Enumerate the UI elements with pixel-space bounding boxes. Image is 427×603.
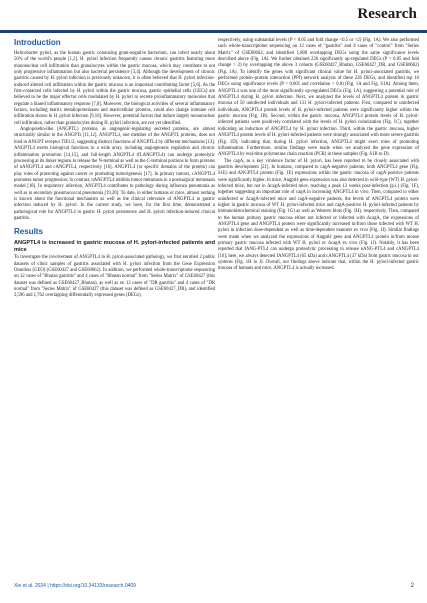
intro-paragraph-1: Helicobacter pylori, as the human gastric colonizing gram-negative bacterium, can infect nearly about 50% of the world's people [1,2]. H. pylori infection frequently causes chronic gastritis featuring more mononuclear cell infiltration than granulocytes within the gastric mucosa, which may contribute to not only progressive inflammation but also bacterial persistence [3,4]. Although the development of chronic gastritis caused by H. pylori infection is previously unknown, it is often believed that H. pylori infection-induced altered cell infiltration within the gastric mucosa is an important contributing factor [5,6]. As the first-contacted cells infected by H. pylori within the gastric mucosa, gastric epithelial cells (GECs) are believed to be the major effector cells modulated by H. pylori to secrete proinflammatory molecules that regulate a biased inflammatory response [7,8]. Moreover, the biological activities of several inflammatory factors, including matrix metalloproteinases and matricellular proteins, could also change immune cell infiltration shown in H. pylori infection [9,10]. However, potential factors that induce largely mononuclear cell infiltration, rather than granulocytes during H. pylori infection, are not yet identified. — [14, 51, 215, 126]
journal-section-label: Research — [357, 6, 417, 22]
introduction-heading: Introduction — [14, 38, 61, 47]
left-column — [14, 38, 215, 300]
results-paragraph-caga: The cagA, as a key virulence factor of H. pylori, has been reported to be closely associated with gastritis development [21]. In humans, compared to cagA-negative patients, both ANGPTL4 gene (Fig. S1E) and ANGPTL4 protein (Fig. 1E) expressions within the gastric mucosa of cagA-positive patients were significantly higher. In mice, Angptl4 gene expression was also detected in wild-type (WT) H. pylori-infected mice, but not in ΔcagA-infected mice, reaching a peak 12 weeks post-infection (p.i.) (Fig. 1F), together suggesting an important role of cagA in increasing ANGPTL4 in vivo. Then, compared to either uninfected or ΔcagA-infected mice and cagA-negative patients, the levels of ANGPTL4 protein were higher in gastric mucosa of WT H. pylori-infected mice and cagA-positive H. pylori-infected patients by immunohistochemical staining (Fig. 1G) as well as Western blots (Fig. 1H), respectively. Then, compared to the human primary gastric mucosa either not infected or infected with ΔcagA, the expressions of ANGPTL4 gene and ANGPTL4 protein were significantly increased in/from those infected with WT H. pylori in infection dose-dependent as well as time-dependent manners ex vivo (Fig. 1I). Similar findings were made when we analyzed the expressions of Angptl4 gene and ANGPTL4 protein in/from mouse primary gastric mucosa infected with WT H. pylori or ΔcagA ex vivo (Fig. 1J). Notably, it has been reported that fANG-PTL4 can undergo proteolytic processing to release nANG-PTL4 and cANGPTL4 [16]; here, we always detected fANGPTL4 (65 kDa) and cANGPTL4 (37 kDa) from gastric mucosa in our systems (Fig. 1H to J). Overall, our findings above indicate that, within the H. pylori-infected gastric mucosa of humans and mice, ANGPTL4 is actually increased. — [218, 158, 419, 272]
right-column — [218, 38, 419, 273]
results-heading: Results — [14, 227, 43, 237]
results-paragraph-continued: respectively, using substantial levels (P < 0.05 and fold change <0.5 or >2) (Fig. 1A). We also performed such whole-transcriptome sequencing on 12 cases of "gastritis" and 4 cases of "control" from "Series Matrix" of GSE60662, and identified 1,888 overlapping DEGs using the same significance levels described above (Fig. 1A). We further obtained 226 significantly up-regulated DEGs (P < 0.05 and fold change > 2) by overlapping the above 3 cohorts (GSE60427_Bhutan, GSE60427_DR, and GSE60662) (Fig. 1A). To identify the genes with significant clinical value for H. pylori-associated gastritis, we performed protein–protein interaction (PPI) network analysis of these 226 DEGs, and identified top 10 DEGs using significance levels (P < 0.001 and correlation > 0.8) (Fig. 1A and Fig. S1A). Among them, ANGPTL4 was one of the most significantly up-regulated DEGs (Fig. 1A), suggesting a potential role of ANGPTL4 during H. pylori infection. Next, we analyzed the levels of ANGPTL4 protein in gastric mucosa of 50 uninfected individuals and 131 H. pylori-infected patients. First, compared to uninfected individuals, ANGPTL4 protein levels of H. pylori-infected patients were significantly higher within the gastric mucosa (Fig. 1B). Second, within the gastric mucosa, ANGPTL4 protein levels of H. pylori-infected patients were positively correlated with the levels of H. pylori colonization (Fig. 1C), together indicating an induction of ANGPTL4 by H. pylori infection. Third, within the gastric mucosa, higher ANGPTL4 protein levels of H. pylori-infected patients were strongly associated with more severe gastritis (Fig. 1D), indicating that, during H. pylori infection, ANGPTL4 might exert roles of promoting inflammation. Furthermore, similar findings were made when we analyzed the gene expression of ANGPTL4 by real-time polymerase chain reaction (PCR) in these samples (Fig. S1B to D). — [218, 38, 419, 158]
header-rule — [0, 30, 427, 33]
citation-doi-link[interactable]: Xie et al. 2024 | https://doi.org/10.34133/research.0409 — [14, 583, 136, 589]
results-subheading: ANGPTL4 is increased in gastric mucosa of H. pylori-infected patients and mice — [14, 240, 215, 254]
page-number: 2 — [410, 583, 414, 589]
results-paragraph-1: To investigate the involvement of ANGPTL4 in H. pylori-associated pathology, we first enrolled 2 public datasets of clinic samples of gastritis associated with H. pylori infection from the Gene Expression Omnibus (GEO) (GSE60427 and GSE60662). In addition, we performed whole-transcriptome sequencing on 12 cases of "Bhutan gastritis" and 4 cases of "Bhutan normal" from "Series Matrix" of GSE60427 (this dataset was defined as GSE60427_Bhutan), as well as on 12 cases of "DR gastritis" and 4 cases of "DR normal" from "Series Matrix" of GSE60427 (this dataset was defined as GSE60427_DR), and identified 2,596 and 1,762 overlapping differentially expressed genes (DEGs), — [14, 255, 215, 299]
page-footer — [14, 583, 414, 589]
intro-paragraph-2: Angiopoietin-like (ANGPTL) proteins, as angiogenic-regulating secreted proteins, are almost structurally similar to the ANGPTs [11,12]. ANGPTL4, one member of the ANGPTL proteins, does not bind to ANGPT receptor TIE1/2, suggesting distinct functions of ANGPTL4 by different mechanisms [13]. ANGPTL4 exerts biological functions in a wide array, including angiogenesis regulation and chronic inflammation promotion [14,15], and full-length ANGPTL4 (fLANGPTL4) can undergo proteolytic processing at its linker regions to release the N-terminal as well as the C-terminal portions to form proteins of nANGPTL4 and cANGPTL4, respectively [16]. ANGPTL4 (or specific domains of the protein) can play roles of protecting against cancer or promoting tumorigenesis [17]. In primary tumors, cANGPTL4 promotes tumor progression; in contrast, nANGPTL4 inhibits tumor metastasis in a postsurgical metastasis model [18]. In respiratory infection, ANGPTL4 contributes to pathology during influenza pneumonia as well as in secondary pneumococcal pneumonia [19,20]. To date, in either humans or mice, almost nothing is known about the functional mechanism as well as the clinical relevance of ANGPTL4 in gastric infection induced by H. pylori. In the current study, we have, for the first time, demonstrated a pathological role for ANGPTL4 in gastric H. pylori persistence and H. pylori infection-induced clinical gastritis. — [14, 127, 215, 221]
